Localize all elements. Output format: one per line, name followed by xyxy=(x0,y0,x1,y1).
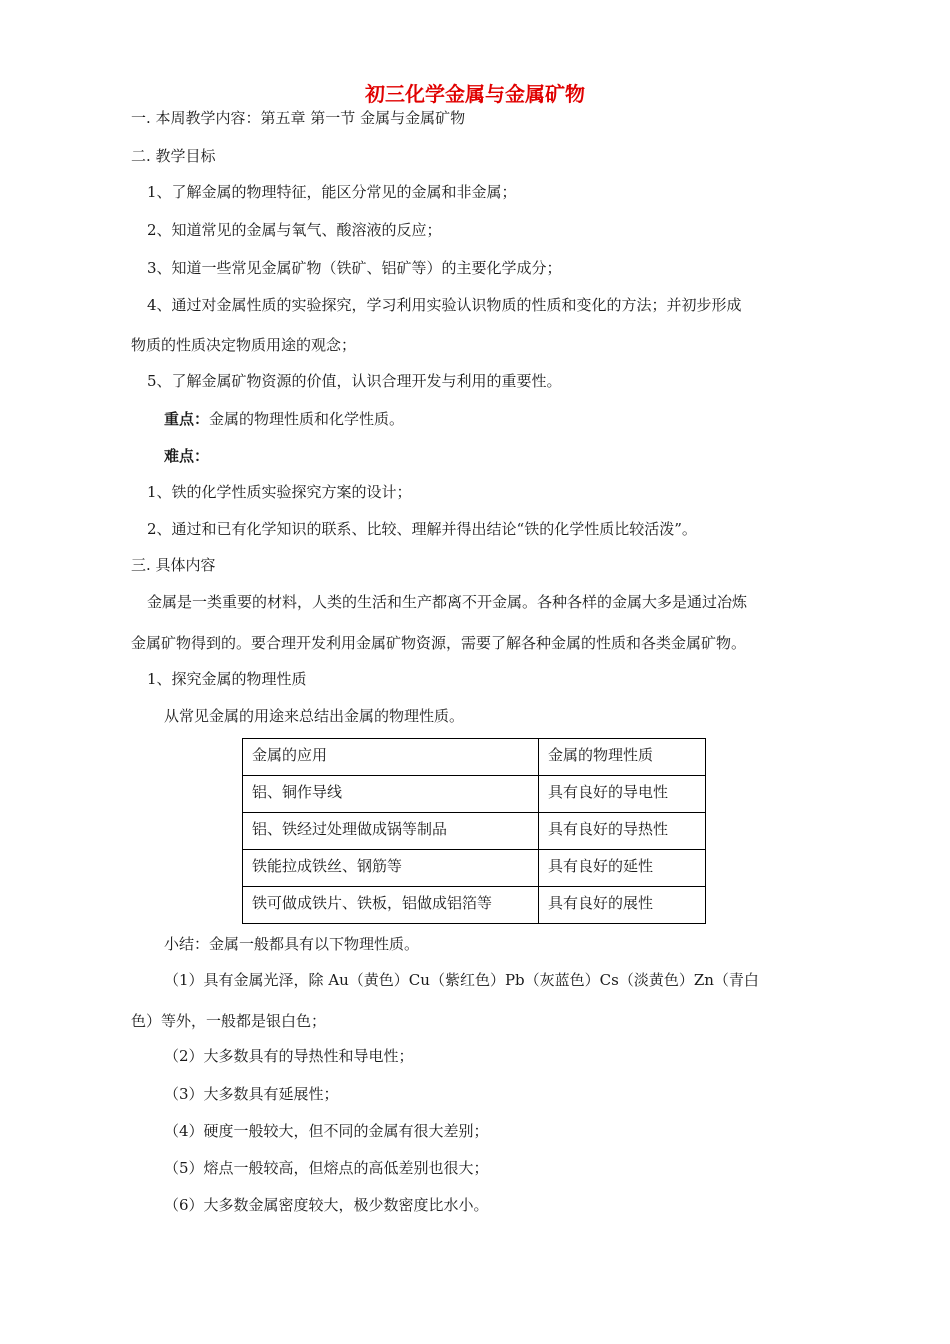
body-paragraph-continued: 金属矿物得到的。要合理开发利用金属矿物资源，需要了解各种金属的性质和各类金属矿物。 xyxy=(131,634,747,652)
summary-item: （6）大多数金属密度较大，极少数密度比水小。 xyxy=(164,1196,489,1214)
summary-item: （4）硬度一般较大，但不同的金属有很大差别； xyxy=(164,1122,489,1140)
table-row xyxy=(243,776,706,813)
goal-item: 1、了解金属的物理特征，能区分常见的金属和非金属； xyxy=(147,183,517,201)
section-heading-content: 一. 本周教学内容：第五章 第一节 金属与金属矿物 xyxy=(131,109,466,127)
summary-item-continued: 色）等外，一般都是银白色； xyxy=(131,1012,327,1030)
table-cell: 具有良好的导电性 xyxy=(539,776,706,813)
table-header-cell: 金属的应用 xyxy=(243,739,539,776)
summary-item: （1）具有金属光泽，除 Au（黄色）Cu（紫红色）Pb（灰蓝色）Cs（淡黄色）Zn（青白 xyxy=(164,971,759,989)
metal-properties-table xyxy=(242,738,706,924)
difficulty-label: 难点： xyxy=(164,447,210,465)
table-cell: 具有良好的展性 xyxy=(539,887,706,924)
section-heading-details: 三. 具体内容 xyxy=(131,556,216,574)
table-cell: 具有良好的延性 xyxy=(539,850,706,887)
table-row xyxy=(243,850,706,887)
table-cell: 铝、铜作导线 xyxy=(243,776,539,813)
key-point-text: 金属的物理性质和化学性质。 xyxy=(209,410,405,428)
key-point-label: 重点： xyxy=(164,410,210,428)
section-heading-goals: 二. 教学目标 xyxy=(131,147,216,165)
goal-item: 4、通过对金属性质的实验探究，学习利用实验认识物质的性质和变化的方法；并初步形成 xyxy=(147,296,742,314)
document-title: 初三化学金属与金属矿物 xyxy=(365,82,585,106)
table-cell: 铁可做成铁片、铁板，铝做成铝箔等 xyxy=(243,887,539,924)
goal-item-continued: 物质的性质决定物质用途的观念； xyxy=(131,336,357,354)
difficulty-item: 1、铁的化学性质实验探究方案的设计； xyxy=(147,483,412,501)
summary-heading: 小结：金属一般都具有以下物理性质。 xyxy=(164,935,420,953)
table-cell: 具有良好的导热性 xyxy=(539,813,706,850)
table-row xyxy=(243,887,706,924)
table-row xyxy=(243,813,706,850)
key-point xyxy=(164,409,404,429)
goal-item: 3、知道一些常见金属矿物（铁矿、铝矿等）的主要化学成分； xyxy=(147,259,562,277)
summary-item: （2）大多数具有的导热性和导电性； xyxy=(164,1047,414,1065)
table-cell: 铝、铁经过处理做成锅等制品 xyxy=(243,813,539,850)
subsection-heading: 1、探究金属的物理性质 xyxy=(147,670,307,688)
table-header-cell: 金属的物理性质 xyxy=(539,739,706,776)
body-paragraph: 金属是一类重要的材料，人类的生活和生产都离不开金属。各种各样的金属大多是通过冶炼 xyxy=(147,593,748,611)
goal-item: 5、了解金属矿物资源的价值，认识合理开发与利用的重要性。 xyxy=(147,372,562,390)
difficulty-item: 2、通过和已有化学知识的联系、比较、理解并得出结论“铁的化学性质比较活泼”。 xyxy=(147,520,697,538)
body-text: 从常见金属的用途来总结出金属的物理性质。 xyxy=(164,707,465,725)
summary-item: （3）大多数具有延展性； xyxy=(164,1085,339,1103)
summary-item: （5）熔点一般较高，但熔点的高低差别也很大； xyxy=(164,1159,489,1177)
table-row xyxy=(243,739,706,776)
table-cell: 铁能拉成铁丝、钢筋等 xyxy=(243,850,539,887)
goal-item: 2、知道常见的金属与氧气、酸溶液的反应； xyxy=(147,221,442,239)
